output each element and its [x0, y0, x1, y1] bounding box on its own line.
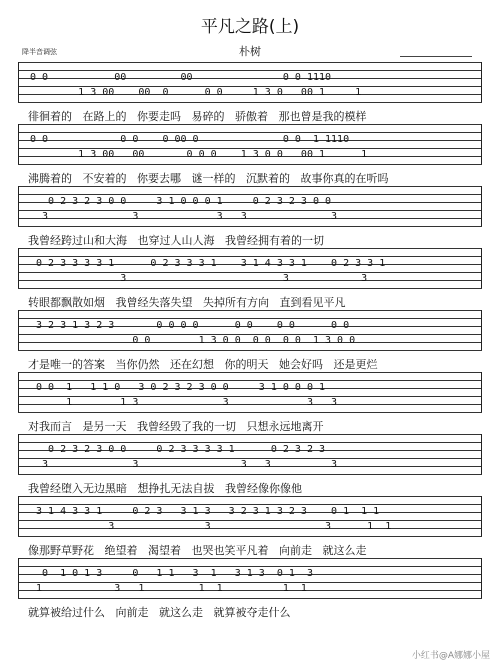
staff-line [18, 124, 482, 125]
staff-line [18, 70, 482, 71]
lyric-line: 就算被给过什么 向前走 就这么走 就算被夺走什么 [28, 606, 291, 619]
bar-line [18, 372, 19, 412]
tab-numbers-upper: 0 2 3 3 3 3 1 0 2 3 3 3 1 3 1 4 3 3 1 0 2 3 3 1 [30, 258, 386, 269]
staff-line [18, 318, 482, 319]
staff-line [18, 504, 482, 505]
tab-numbers-upper: 3 2 3 1 3 2 3 0 0 0 0 0 0 0 0 0 0 [30, 320, 350, 331]
staff-line [18, 536, 482, 537]
staff-line [18, 434, 482, 435]
bar-line [18, 310, 19, 350]
staff-line [18, 380, 482, 381]
staff-line [18, 496, 482, 497]
staff-line [18, 186, 482, 187]
tab-numbers-upper: 0 2 3 2 3 0 0 0 2 3 3 3 3 1 0 2 3 2 3 [30, 444, 326, 455]
tab-numbers-lower: 0 0 1 3 0 0 0 0 0 0 1 3 0 0 [30, 335, 356, 346]
bar-line [18, 558, 19, 598]
staff-line [18, 442, 482, 443]
staff-line [18, 164, 482, 165]
bar-line [481, 62, 482, 102]
staff-line [18, 598, 482, 599]
bar-line [481, 248, 482, 288]
staff-line [18, 62, 482, 63]
staff-line [18, 248, 482, 249]
staff-line [18, 566, 482, 567]
bar-line [481, 372, 482, 412]
tab-numbers-lower: 3 3 3 3 3 [30, 459, 338, 470]
lyric-line: 才是唯一的答案 当你仍然 还在幻想 你的明天 她会好吗 还是更烂 [28, 358, 378, 371]
bar-line [481, 434, 482, 474]
bar-line [481, 310, 482, 350]
bar-line [481, 558, 482, 598]
bar-line [18, 124, 19, 164]
tab-numbers-lower: 1 3 00 00 0 0 0 1 3 0 00 1 1 [30, 87, 362, 98]
bar-line [481, 124, 482, 164]
bar-line [18, 496, 19, 536]
staff-line [18, 350, 482, 351]
lyric-line: 我曾经跨过山和大海 也穿过人山人海 我曾经拥有着的一切 [28, 234, 324, 247]
bar-line [18, 62, 19, 102]
tab-numbers-lower: 1 3 00 00 0 0 0 1 3 0 0 00 1 1 [30, 149, 368, 160]
composer-name: 朴树 [239, 45, 261, 58]
bar-line [481, 186, 482, 226]
bar-line [481, 496, 482, 536]
bar-line [18, 248, 19, 288]
staff-line [18, 474, 482, 475]
lyric-line: 沸腾着的 不安着的 你要去哪 谜一样的 沉默着的 故事你真的在听吗 [28, 172, 389, 185]
staff-line [18, 194, 482, 195]
staff-line [18, 226, 482, 227]
tab-numbers-upper: 3 1 4 3 3 1 0 2 3 3 1 3 3 2 3 1 3 2 3 0 1 1 1 [30, 506, 380, 517]
staff-line [18, 288, 482, 289]
tuning-note: 降半音调弦 [22, 48, 57, 56]
tab-numbers-lower: 3 3 3 1 1 [30, 521, 392, 532]
staff-line [18, 372, 482, 373]
tab-numbers-lower: 3 3 3 3 3 [30, 211, 338, 222]
lyric-line: 徘徊着的 在路上的 你要走吗 易碎的 骄傲着 那也曾是我的模样 [28, 110, 367, 123]
tab-numbers-upper: 0 0 1 1 1 0 3 0 2 3 2 3 0 0 3 1 0 0 0 1 [30, 382, 326, 393]
signature-line [400, 56, 472, 57]
lyric-line: 对我而言 是另一天 我曾经毁了我的一切 只想永远地离开 [28, 420, 324, 433]
tab-numbers-upper: 0 2 3 2 3 0 0 3 1 0 0 0 1 0 2 3 2 3 0 0 [30, 196, 332, 207]
tab-numbers-upper: 0 0 00 00 0 0 1110 [30, 72, 332, 83]
staff-line [18, 310, 482, 311]
tab-numbers-lower: 1 3 1 1 1 1 1 [30, 583, 307, 594]
tab-numbers-upper: 0 1 0 1 3 0 1 1 3 1 3 1 3 0 1 3 [30, 568, 313, 579]
tab-numbers-lower: 1 1 3 3 3 3 [30, 397, 338, 408]
staff-line [18, 132, 482, 133]
watermark: 小红书@A娜娜小屋 [411, 651, 490, 661]
tab-numbers-lower: 3 3 3 [30, 273, 368, 284]
lyric-line: 转眼都飘散如烟 我曾经失落失望 失掉所有方向 直到看见平凡 [28, 296, 346, 309]
bar-line [18, 186, 19, 226]
staff-line [18, 558, 482, 559]
staff-line [18, 412, 482, 413]
lyric-line: 像那野草野花 绝望着 渴望着 也哭也笑平凡着 向前走 就这么走 [28, 544, 367, 557]
song-title: 平凡之路(上) [200, 17, 300, 37]
lyric-line: 我曾经堕入无边黑暗 想挣扎无法自拔 我曾经像你像他 [28, 482, 302, 495]
bar-line [18, 434, 19, 474]
tab-numbers-upper: 0 0 0 0 0 00 0 0 0 1 1110 [30, 134, 350, 145]
staff-line [18, 256, 482, 257]
staff-line [18, 102, 482, 103]
